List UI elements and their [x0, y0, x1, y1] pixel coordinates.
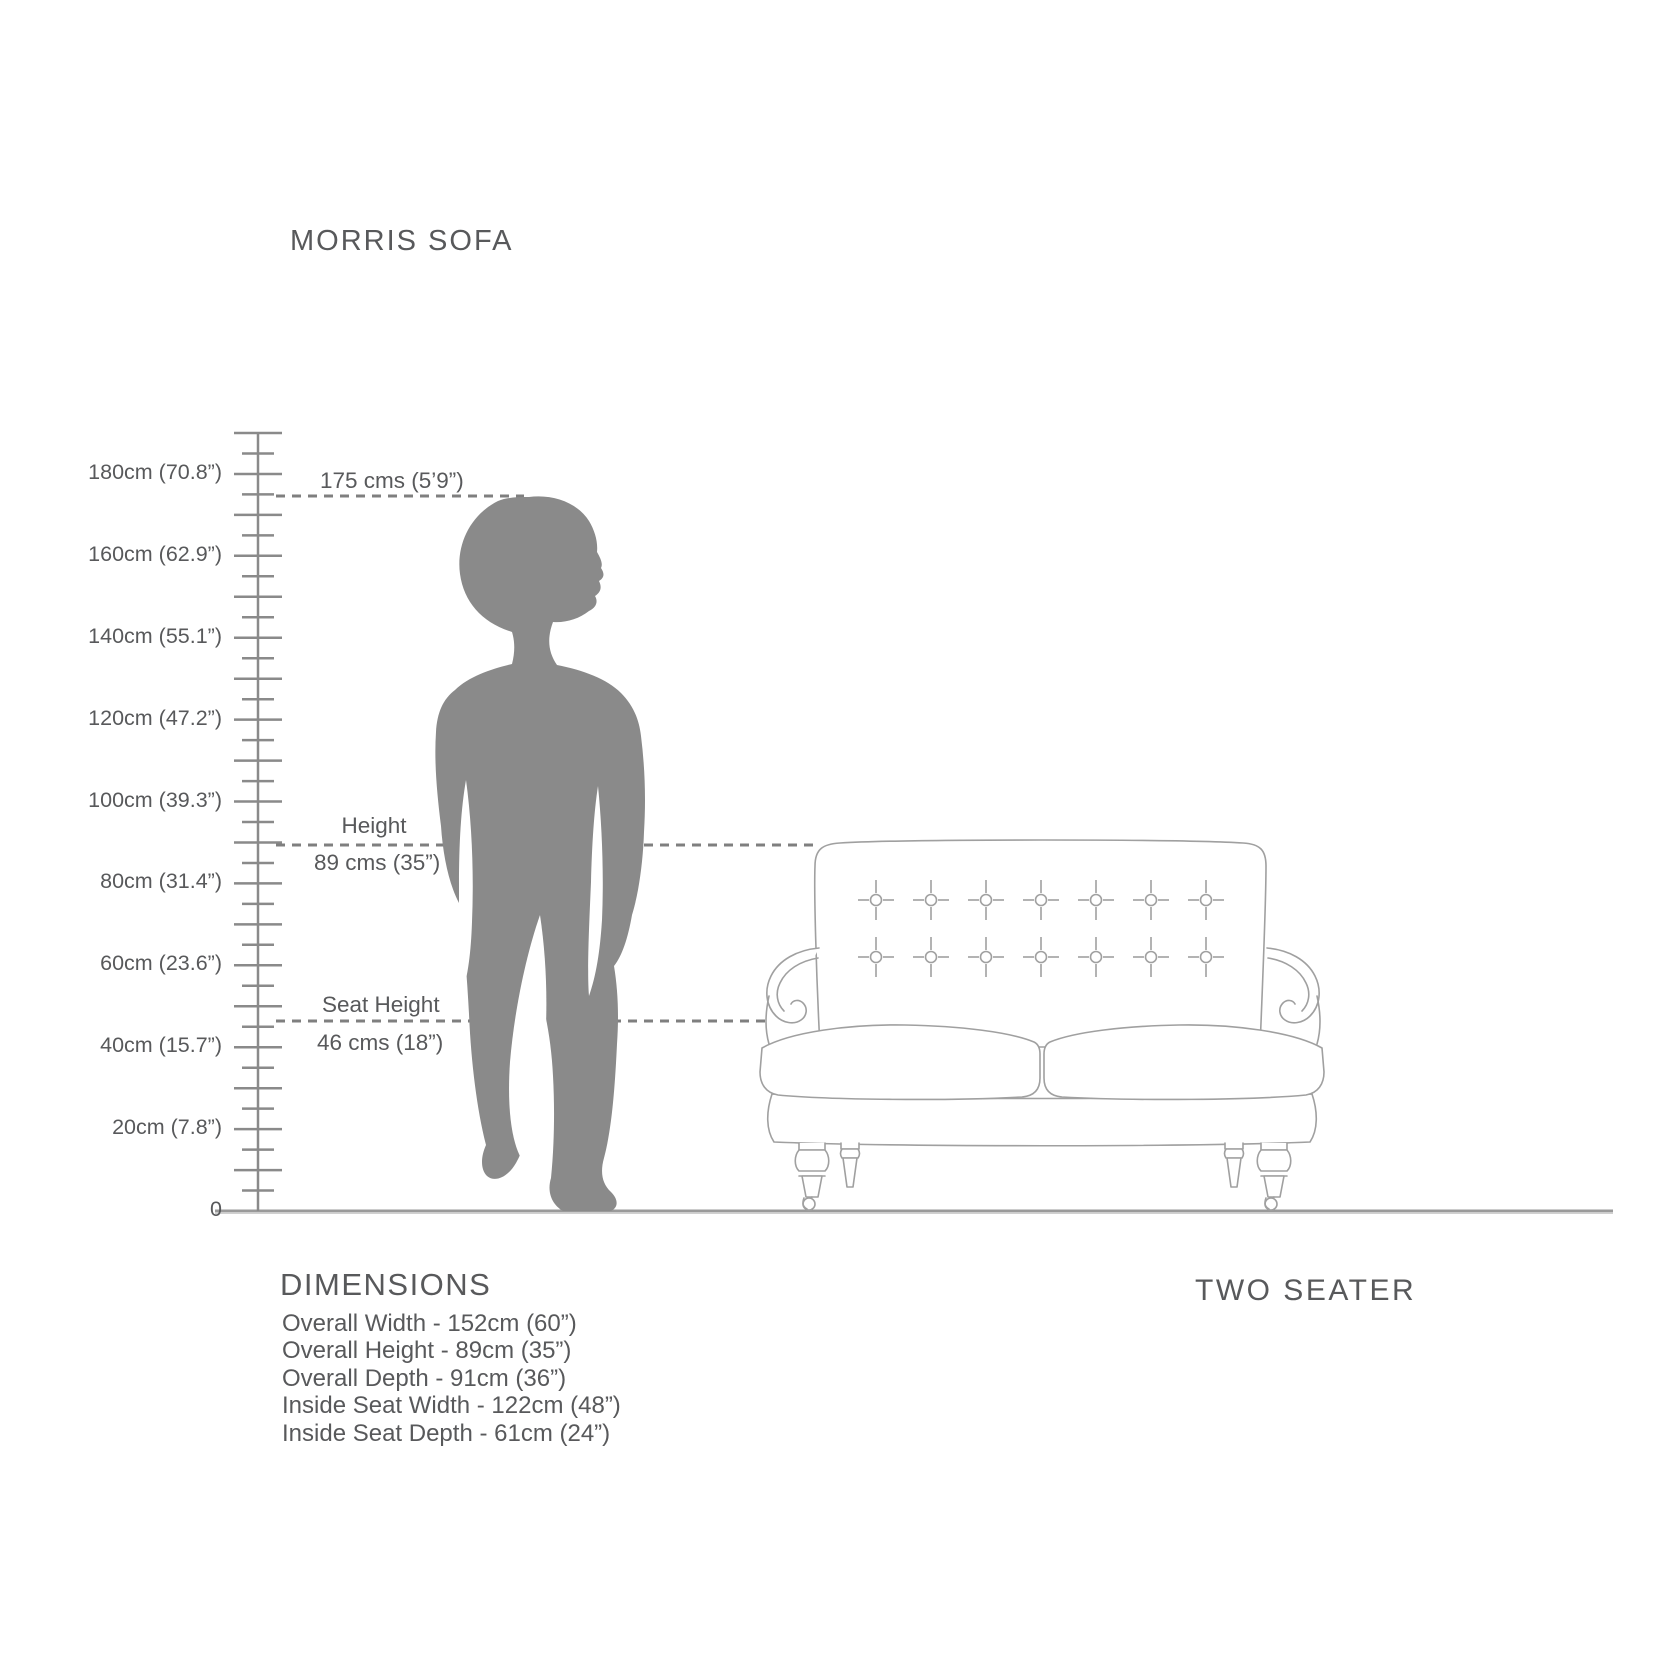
dimension-inside-seat-width: Inside Seat Width - 122cm (48”) — [282, 1392, 621, 1419]
person-silhouette — [435, 496, 645, 1211]
sofa-back-left-leg — [841, 1143, 860, 1187]
ruler-label-60: 60cm (23.6”) — [100, 951, 222, 975]
sofa-base — [768, 1094, 1317, 1146]
ruler-label-20: 20cm (7.8”) — [112, 1115, 222, 1139]
sofa-right-arm — [1267, 948, 1320, 1044]
sofa-right-cushion — [1044, 1025, 1324, 1100]
dimensions-heading: DIMENSIONS — [280, 1267, 492, 1302]
measurement-ruler — [234, 433, 282, 1211]
dimension-inside-seat-depth: Inside Seat Depth - 61cm (24”) — [282, 1420, 611, 1447]
ruler-label-0: 0 — [210, 1197, 222, 1221]
ruler-label-40: 40cm (15.7”) — [100, 1033, 222, 1057]
sofa-front-left-leg — [795, 1143, 829, 1210]
dimension-overall-height: Overall Height - 89cm (35”) — [282, 1337, 572, 1364]
seat-height-title: Seat Height — [322, 992, 440, 1017]
variant-label: TWO SEATER — [1195, 1274, 1417, 1307]
seat-height-value: 46 cms (18”) — [317, 1030, 444, 1055]
sofa-front-right-leg — [1257, 1143, 1291, 1210]
sofa-height-value: 89 cms (35”) — [314, 850, 441, 875]
ruler-label-140: 140cm (55.1”) — [88, 624, 222, 648]
page-title: MORRIS SOFA — [290, 225, 514, 257]
sofa-back-right-leg — [1225, 1143, 1244, 1187]
sofa-left-cushion — [760, 1025, 1040, 1100]
sofa-height-title: Height — [341, 813, 407, 838]
person-height-label: 175 cms (5’9”) — [320, 468, 464, 493]
ground-line — [215, 1211, 1613, 1214]
sofa-illustration — [760, 840, 1324, 1210]
ruler-label-80: 80cm (31.4”) — [100, 869, 222, 893]
ruler-label-100: 100cm (39.3”) — [88, 788, 222, 812]
dimension-overall-width: Overall Width - 152cm (60”) — [282, 1310, 577, 1337]
ruler-label-120: 120cm (47.2”) — [88, 706, 222, 730]
ruler-label-180: 180cm (70.8”) — [88, 460, 222, 484]
dimension-overall-depth: Overall Depth - 91cm (36”) — [282, 1365, 567, 1392]
ruler-label-160: 160cm (62.9”) — [88, 542, 222, 566]
sofa-left-arm — [766, 948, 819, 1044]
